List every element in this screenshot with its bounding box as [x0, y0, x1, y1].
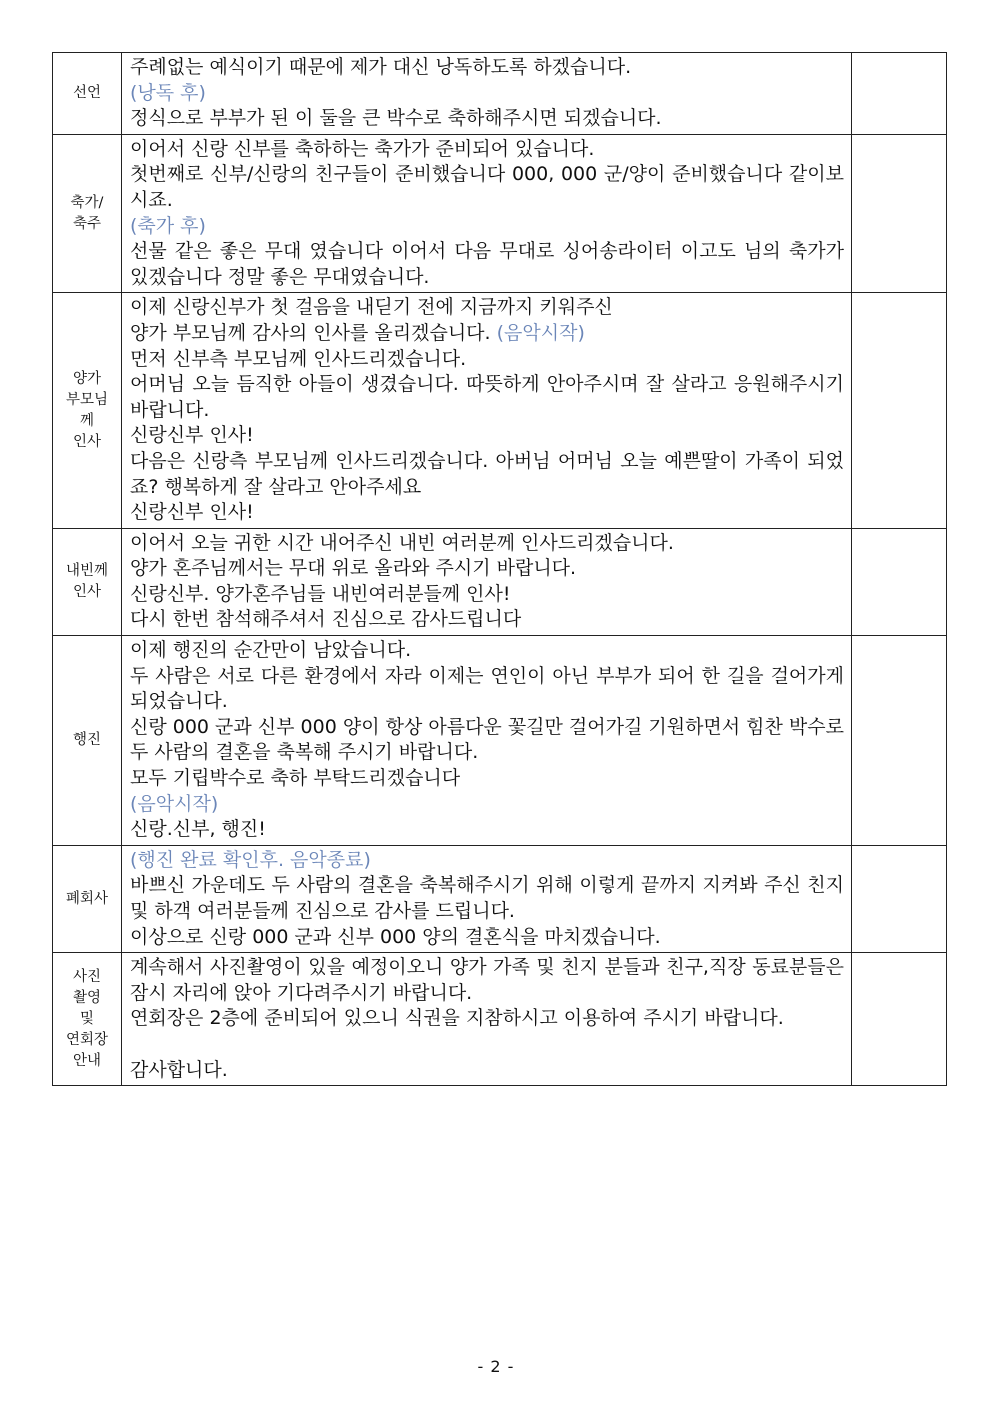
section-script	[122, 636, 852, 846]
section-label	[53, 528, 122, 635]
script-line	[130, 137, 844, 163]
script-line	[130, 664, 844, 715]
script-line	[130, 321, 844, 347]
script-line-text: 양가 부모님께 감사의 인사를 올리겠습니다.	[130, 321, 491, 344]
script-line-text: 신랑.신부, 행진!	[130, 818, 266, 841]
script-line	[130, 817, 844, 843]
script-line-text: 신랑신부. 양가혼주님들 내빈여러분들께 인사!	[130, 582, 511, 605]
script-line	[130, 162, 844, 213]
script-line-text: 감사합니다.	[130, 1058, 228, 1081]
section-label-part: 촬영	[72, 989, 101, 1006]
script-line	[130, 955, 844, 1006]
notes-cell	[852, 134, 947, 293]
notes-cell	[852, 53, 947, 135]
script-line	[130, 1006, 844, 1032]
section-label-part: 께	[79, 412, 94, 429]
script-line-text: 이어서 오늘 귀한 시간 내어주신 내빈 여러분께 인사드리겠습니다.	[130, 531, 674, 554]
stage-cue	[130, 214, 844, 240]
script-line-text: 정식으로 부부가 된 이 둘을 큰 박수로 축하해주시면 되겠습니다.	[130, 107, 662, 130]
script-line	[130, 423, 844, 449]
script-line	[130, 55, 844, 81]
script-row	[53, 134, 947, 293]
section-label-part: 축가/	[70, 194, 104, 211]
script-line-text: 다음은 신랑측 부모님께 인사드리겠습니다. 아버님 어머님 오늘 예쁜딸이 가족이 되었죠? 행복하게 잘 살라고 안아주세요	[130, 449, 844, 498]
section-label	[53, 134, 122, 293]
script-line-text: 주례없는 예식이기 때문에 제가 대신 낭독하도록 하겠습니다.	[130, 56, 632, 78]
script-line-text: 신랑 000 군과 신부 000 양이 항상 아름다운 꽃길만 걸어가길 기원하면서 힘찬 박수로 두 사람의 결혼을 축복해 주시기 바랍니다.	[130, 715, 844, 764]
notes-cell	[852, 636, 947, 846]
script-line-text: 계속해서 사진촬영이 있을 예정이오니 양가 가족 및 친지 분들과 친구,직장 동료분들은 잠시 자리에 앉아 기다려주시기 바랍니다.	[130, 956, 844, 1004]
script-line	[130, 607, 844, 633]
page-number: - 2 -	[477, 1357, 515, 1376]
script-line-text: 이제 행진의 순간만이 남았습니다.	[130, 639, 412, 662]
script-line-text: 두 사람은 서로 다른 환경에서 자라 이제는 연인이 아닌 부부가 되어 한 길을 걸어가게 되었습니다.	[130, 664, 844, 713]
script-table-body	[53, 53, 947, 1086]
notes-cell	[852, 528, 947, 635]
section-label	[53, 293, 122, 528]
script-line	[130, 556, 844, 582]
script-line-text: 첫번째로 신부/신랑의 친구들이 준비했습니다 000, 000 군/양이 준비했습니다 같이보시죠.	[130, 163, 844, 211]
section-script	[122, 293, 852, 528]
section-script	[122, 53, 852, 135]
script-line	[130, 766, 844, 792]
stage-cue-inline: (음악시작)	[490, 321, 585, 344]
section-label	[53, 953, 122, 1086]
section-label-part: 인사	[72, 583, 101, 600]
script-line	[130, 449, 844, 500]
section-label-part: 부모님	[65, 391, 109, 408]
section-script	[122, 134, 852, 293]
script-row	[53, 53, 947, 135]
section-label-part: 안내	[72, 1052, 101, 1069]
script-row	[53, 528, 947, 635]
script-line	[130, 347, 844, 373]
ceremony-script-table	[52, 52, 947, 1086]
script-line	[130, 106, 844, 132]
script-line	[130, 873, 844, 924]
section-label-part: 폐회사	[65, 890, 109, 907]
section-script	[122, 953, 852, 1086]
script-line	[130, 239, 844, 290]
section-label-part: 축주	[72, 215, 101, 232]
script-line-text: 다시 한번 참석해주셔서 진심으로 감사드립니다	[130, 608, 522, 631]
script-line-text: 바쁘신 가운데도 두 사람의 결혼을 축복해주시기 위해 이렇게 끝까지 지켜봐 주신 친지 및 하객 여러분들께 진심으로 감사를 드립니다.	[130, 874, 844, 922]
script-line-text: 양가 혼주님께서는 무대 위로 올라와 주시기 바랍니다.	[130, 557, 577, 580]
section-label-part: 연회장	[65, 1031, 109, 1048]
section-script	[122, 528, 852, 635]
script-row	[53, 636, 947, 846]
script-line-text: 이제 신랑신부가 첫 걸음을 내딛기 전에 지금까지 키워주신	[130, 296, 613, 319]
section-label	[53, 845, 122, 952]
script-row	[53, 953, 947, 1086]
section-label-part: 사진	[72, 968, 101, 985]
script-line	[130, 1058, 844, 1084]
section-label-part: 선언	[72, 84, 101, 101]
script-line	[130, 531, 844, 557]
script-line	[130, 582, 844, 608]
script-line-text: 먼저 신부측 부모님께 인사드리겠습니다.	[130, 347, 467, 370]
script-line-text: 연회장은 2층에 준비되어 있으니 식권을 지참하시고 이용하여 주시기 바랍니다.	[130, 1007, 784, 1030]
section-label-part: 인사	[72, 433, 101, 450]
script-line-text: 모두 기립박수로 축하 부탁드리겠습니다	[130, 767, 461, 790]
section-label	[53, 636, 122, 846]
section-label-part: 행진	[72, 731, 101, 748]
stage-cue	[130, 792, 844, 818]
script-line-text: 어머님 오늘 듬직한 아들이 생겼습니다. 따뜻하게 안아주시며 잘 살라고 응원해주시기 바랍니다.	[130, 373, 844, 421]
script-row	[53, 845, 947, 952]
section-label	[53, 53, 122, 135]
stage-cue	[130, 81, 844, 107]
stage-cue-text: (행진 완료 확인후. 음악종료)	[130, 848, 371, 871]
script-line	[130, 295, 844, 321]
section-script	[122, 845, 852, 952]
script-line	[130, 372, 844, 423]
script-line	[130, 500, 844, 526]
stage-cue-text: (음악시작)	[130, 792, 219, 815]
stage-cue-text: (낭독 후)	[130, 81, 206, 104]
script-line-text: 신랑신부 인사!	[130, 501, 254, 524]
script-line-text: 선물 같은 좋은 무대 였습니다 이어서 다음 무대로 싱어송라이터 이고도 님의 축가가 있겠습니다 정말 좋은 무대였습니다.	[130, 240, 844, 288]
script-line-text: 신랑신부 인사!	[130, 424, 254, 447]
notes-cell	[852, 293, 947, 528]
stage-cue-text: (축가 후)	[130, 214, 206, 237]
section-label-part: 및	[79, 1010, 94, 1027]
script-row	[53, 293, 947, 528]
section-label-part: 양가	[72, 370, 101, 387]
script-line-text: 이상으로 신랑 000 군과 신부 000 양의 결혼식을 마치겠습니다.	[130, 925, 661, 948]
notes-cell	[852, 953, 947, 1086]
notes-cell	[852, 845, 947, 952]
script-line	[130, 638, 844, 664]
script-line	[130, 715, 844, 766]
section-label-part: 내빈께	[65, 562, 109, 579]
stage-cue	[130, 848, 844, 874]
script-line-text: 이어서 신랑 신부를 축하하는 축가가 준비되어 있습니다.	[130, 137, 595, 160]
script-line	[130, 925, 844, 951]
blank-line	[130, 1032, 844, 1058]
